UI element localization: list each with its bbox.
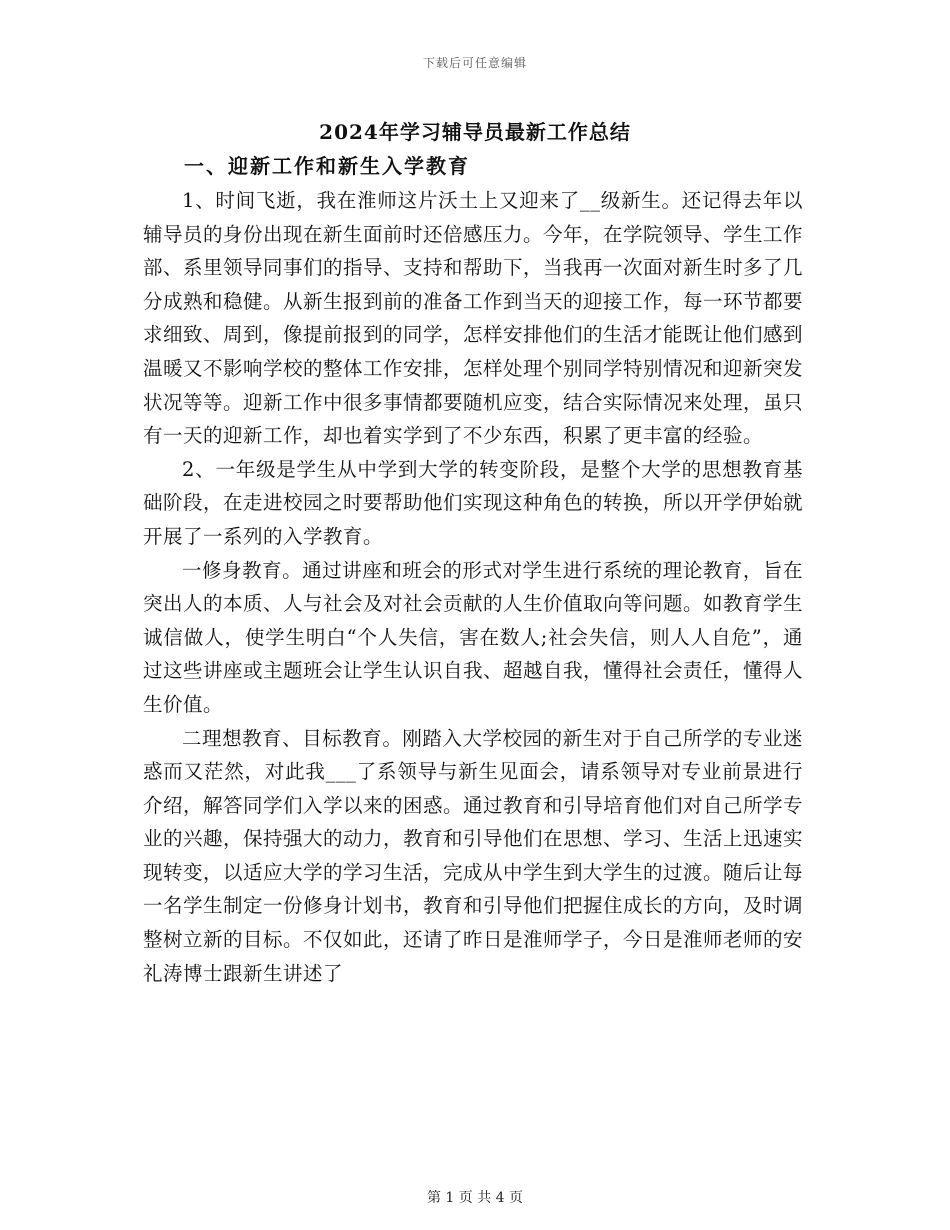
section-heading: 一、迎新工作和新生入学教育 (184, 154, 470, 178)
paragraph: 1、时间飞逝，我在淮师这片沃土上又迎来了__级新生。还记得去年以辅导员的身份出现在新生面前时还倍感压力。今年，在学院领导、学生工作部、系里领导同事们的指导、支持和帮助下，当我再一次面对新生时多了几分成熟和稳健。从新生报到前的准备工作到当天的迎接工作，每一环节都要求细致、周到，像提前报到的同学，怎样安排他们的生活才能既让他们感到温暖又不影响学校的整体工作安排，怎样处理个别同学特别情况和迎新突发状况等等。迎新工作中很多事情都要随机应变，结合实际情况来处理，虽只有一天的迎新工作，却也着实学到了不少东西，积累了更丰富的经验。 (143, 189, 804, 448)
paragraph: 2、一年级是学生从中学到大学的转变阶段，是整个大学的思想教育基础阶段，在走进校园之时要帮助他们实现这种角色的转换，所以开学伊始就开展了一系列的入学教育。 (143, 457, 804, 548)
document-body (143, 184, 803, 990)
document-title: 2024年学习辅导员最新工作总结 (319, 120, 631, 144)
paragraph: 二理想教育、目标教育。刚踏入大学校园的新生对于自己所学的专业迷惑而又茫然，对此我___了系领导与新生见面会，请系领导对专业前景进行介绍，解答同学们入学以来的困惑。通过教育和引导培育他们对自己所学专业的兴趣，保持强大的动力，教育和引导他们在思想、学习、生活上迅速实现转变，以适应大学的学习生活，完成从中学生到大学生的过渡。随后让每一名学生制定一份修身计划书，教育和引导他们把握住成长的方向，及时调整树立新的目标。不仅如此，还请了昨日是淮师学子，今日是淮师老师的安礼涛博士跟新生讲述了 (143, 726, 804, 985)
header-note: 下载后可任意编辑 (422, 56, 527, 70)
page-number: 第 1 页 共 4 页 (426, 1190, 524, 1206)
paragraph: 一修身教育。通过讲座和班会的形式对学生进行系统的理论教育，旨在突出人的本质、人与社会及对社会贡献的人生价值取向等问题。如教育学生诚信做人，使学生明白“个人失信，害在数人;社会失信，则人人自危”，通过这些讲座或主题班会让学生认识自我、超越自我，懂得社会责任，懂得人生价值。 (143, 558, 804, 716)
